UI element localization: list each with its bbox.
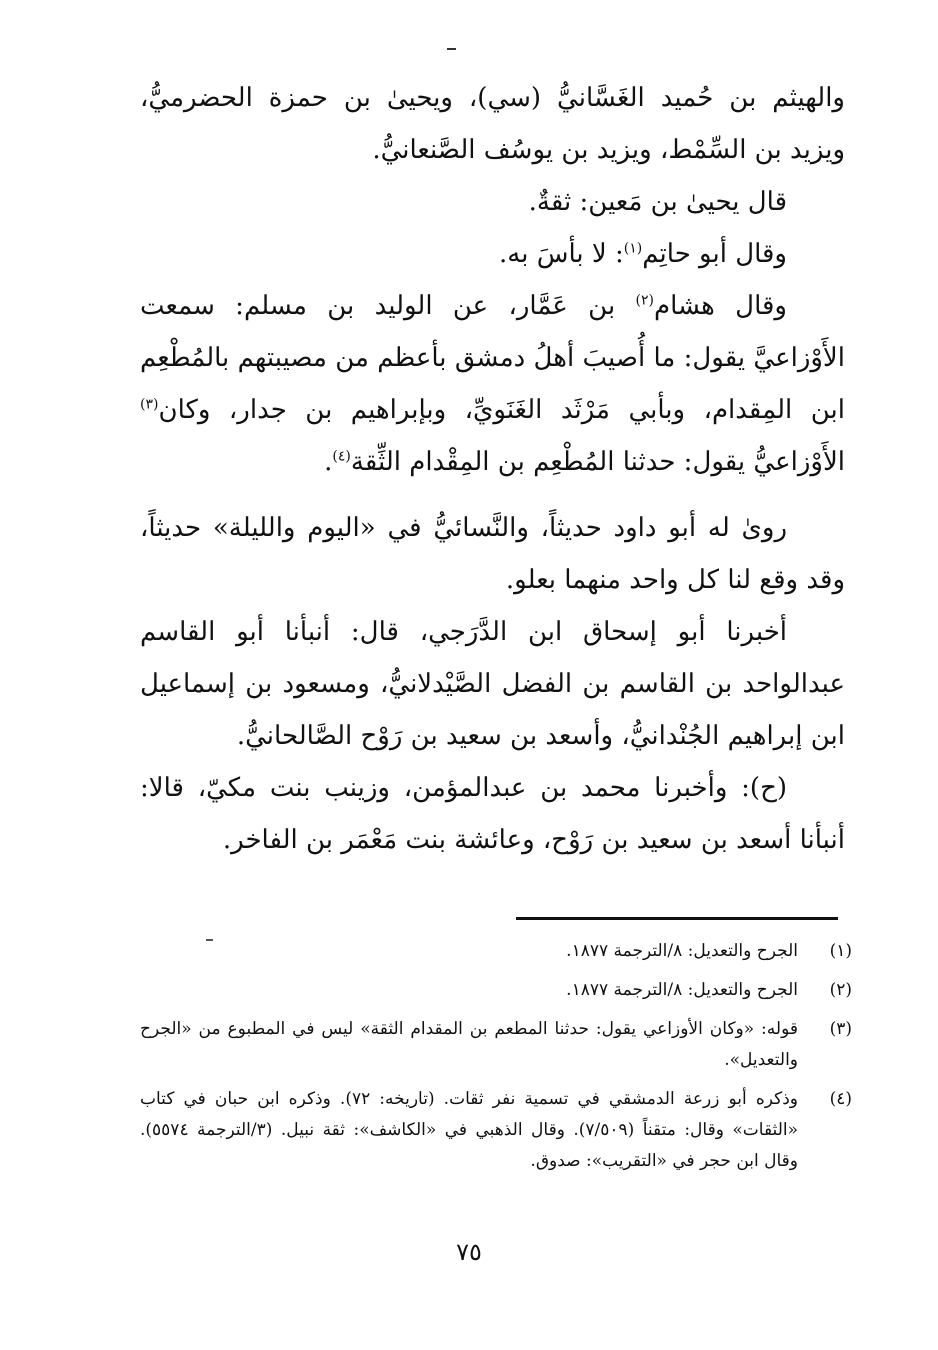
main-text	[140, 72, 845, 866]
page-number: ٧٥	[456, 1238, 482, 1266]
footnote-ref-4: (٤)	[332, 448, 351, 465]
footnotes	[140, 936, 852, 1185]
paragraph-riwaya: روىٰ له أبو داود حديثاً، والنَّسائيُّ في «اليوم والليلة» حديثاً، وقد وقع لنا كل واحد منهما بعلو.	[140, 513, 845, 595]
footnote-separator	[516, 917, 838, 920]
footnote-1	[140, 936, 852, 967]
paragraph-hisham	[140, 280, 845, 488]
footnote-text: قوله: «وكان الأوزاعي يقول: حدثنا المطعم بن المقدام الثقة» ليس في المطبوع من «الجرح والتعديل».	[140, 1019, 798, 1070]
footnote-number: (١)	[829, 941, 852, 961]
footnote-ref-1: (١)	[623, 240, 643, 257]
footnote-ref-3: (٣)	[140, 396, 159, 413]
footnote-number: (٢)	[829, 980, 852, 1000]
paragraph-isnad-1: أخبرنا أبو إسحاق ابن الدَّرَجي، قال: أنبأنا أبو القاسم عبدالواحد بن القاسم بن الفضل الصَّيْدلانيُّ، ومسعود بن إسماعيل ابن إبراهيم الجُنْدانيُّ، وأسعد بن سعيد بن رَوْح الصَّالحانيُّ.	[140, 617, 845, 751]
paragraph-isnad-2: (ح): وأخبرنا محمد بن عبدالمؤمن، وزينب بنت مكيّ، قالا: أنبأنا أسعد بن سعيد بن رَوْح، وعائشة بنت مَعْمَر بن الفاخر.	[140, 773, 845, 855]
text-segment: .	[324, 447, 333, 477]
footnote-text: الجرح والتعديل: ٨/الترجمة ١٨٧٧.	[566, 941, 798, 961]
text-segment: وقال هشام	[653, 291, 787, 321]
top-mark	[447, 48, 456, 50]
footnote-number: (٣)	[829, 1019, 852, 1039]
text-segment: وقال أبو حاتِم	[642, 239, 787, 269]
paragraph-ibn-main: قال يحيىٰ بن مَعين: ثقةٌ.	[528, 187, 787, 217]
text-segment: بن عَمَّار، عن الوليد بن مسلم: سمعت الأَوْزاعيَّ يقول: ما أُصيبَ أهلُ دمشق بأعظم من مصيبتهم بالمُطْعِم ابن المِقدام، وبأبي مَرْثَد الغَنَويِّ، وبإبراهيم بن جدار، وكان	[140, 291, 845, 425]
footnote-text: الجرح والتعديل: ٨/الترجمة ١٨٧٧.	[566, 980, 798, 1000]
footnote-3	[140, 1014, 852, 1076]
footnote-text: وذكره أبو زرعة الدمشقي في تسمية نفر ثقات. (تاريخه: ٧٢). وذكره ابن حبان في كتاب «الثقات» وقال: متقناً (٧/٥٠٩). وقال الذهبي في «الكاشف»: ثقة نبيل. (٣/الترجمة ٥٥٧٤). وقال ابن حجر في «التقريب»: صدوق.	[140, 1089, 798, 1171]
paragraph-abu-hatim	[140, 228, 845, 280]
footnote-ref-2: (٢)	[635, 292, 654, 309]
footnote-2	[140, 975, 852, 1006]
text-segment: : لا بأسَ به.	[499, 239, 624, 269]
footnote-4	[140, 1084, 852, 1177]
footnote-number: (٤)	[829, 1089, 852, 1109]
text-segment: الأَوْزاعيُّ يقول: حدثنا المُطْعِم بن المِقْدام الثِّقة	[350, 447, 845, 477]
paragraph-narrators: والهيثم بن حُميد الغَسَّانيُّ (سي)، ويحيىٰ بن حمزة الحضرميُّ، ويزيد بن السِّمْط، ويزيد بن يوسُف الصَّنعانيُّ.	[140, 83, 845, 165]
